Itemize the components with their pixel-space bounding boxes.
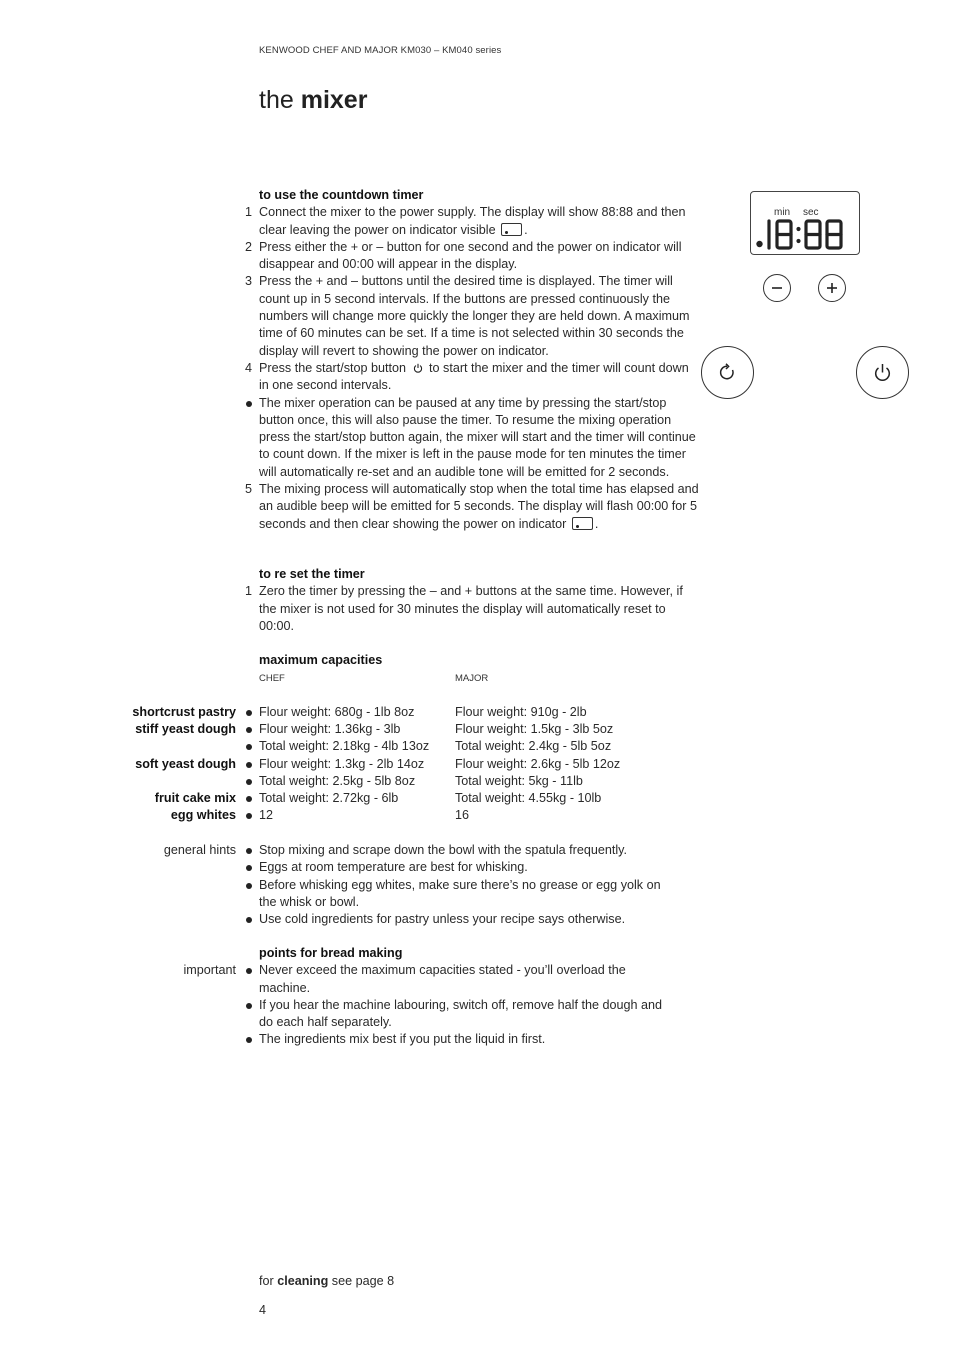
timer-display	[750, 191, 860, 255]
step-text-end: .	[594, 516, 599, 531]
step-number: 1	[245, 584, 253, 599]
capacities-column-headers	[259, 670, 489, 687]
bread-text: The ingredients mix best if you put the liquid in first.	[259, 1032, 546, 1047]
bullet-marker	[246, 1037, 252, 1043]
reset-heading: to re set the timer	[259, 567, 365, 581]
major-value: 16	[455, 808, 470, 822]
power-indicator-icon	[572, 517, 593, 530]
capacity-label: stiff yeast dough	[135, 722, 236, 736]
hint-text: Stop mixing and scrape down the bowl with the spatula frequently.	[259, 843, 627, 857]
step-text: Press either the + or – button for one second and the power on indicator will disappear and 00:00 will appear in the display.	[259, 239, 682, 272]
capacity-row	[259, 790, 602, 807]
chef-value: Total weight: 2.5kg - 5lb 8oz	[259, 774, 416, 788]
countdown-step-2	[245, 239, 699, 274]
step-text: Press the start/stop button	[259, 360, 407, 375]
chef-value: Flour weight: 680g - 1lb 8oz	[259, 705, 415, 719]
countdown-step-5	[245, 481, 699, 533]
step-text: Press the + and – buttons until the desired time is displayed. The timer will count up in 5 second intervals. If the buttons are pressed continuously the numbers will change more quickly the longer they are held down. A maximum time of 60 minutes can be set. If a time is not selected within 30 seconds the display will revert to showing the power on indicator.	[259, 274, 690, 358]
column-major: MAJOR	[455, 673, 489, 684]
column-chef: CHEF	[259, 673, 285, 684]
bread-item	[259, 962, 664, 997]
bullet-marker	[246, 727, 252, 733]
capacity-row	[259, 773, 583, 790]
reset-section	[245, 566, 699, 635]
countdown-section	[245, 187, 699, 533]
bullet-marker	[246, 917, 252, 923]
capacity-row	[259, 756, 621, 773]
capacity-label: soft yeast dough	[135, 757, 236, 771]
min-label: min	[774, 207, 791, 218]
bullet-marker	[246, 865, 252, 871]
bullet-marker	[246, 779, 252, 785]
bullet-marker	[246, 883, 252, 889]
chef-value: Flour weight: 1.36kg - 3lb	[259, 722, 401, 736]
important-label: important	[183, 963, 236, 977]
bullet-marker	[246, 848, 252, 854]
step-text: The mixer operation can be paused at any time by pressing the start/stop button once, this will also pause the timer. To resume the mixing operation press the start/stop button again, the mixer will start and the timer will continue to count down. If the mixer is left in the pause mode for ten minutes the timer will automatically re-set and an audible tone will be emitted for 2 seconds.	[259, 395, 696, 479]
countdown-heading: to use the countdown timer	[259, 188, 424, 202]
minus-button[interactable]	[763, 274, 791, 302]
hint-text: Use cold ingredients for pastry unless your recipe says otherwise.	[259, 912, 626, 927]
hint-item	[259, 859, 699, 876]
chef-value: 12	[259, 808, 274, 822]
capacity-label: egg whites	[170, 808, 236, 822]
bullet-marker	[246, 710, 252, 716]
step-number: 4	[245, 360, 253, 375]
refresh-icon	[702, 347, 753, 398]
bread-item	[259, 1031, 699, 1048]
bread-text: Never exceed the maximum capacities stated - you’ll overload the machine.	[259, 963, 626, 995]
plus-button[interactable]	[818, 274, 846, 302]
capacity-label: shortcrust pastry	[132, 705, 236, 719]
title-bold: mixer	[300, 86, 368, 114]
bread-text: If you hear the machine labouring, switch off, remove half the dough and do each half separately.	[259, 997, 663, 1030]
major-value: Total weight: 2.4kg - 5lb 5oz	[455, 739, 612, 753]
step-number: 2	[245, 239, 253, 254]
bullet-marker	[246, 1003, 252, 1009]
major-value: Total weight: 5kg - 11lb	[455, 774, 583, 788]
step-text: Zero the timer by pressing the – and + buttons at the same time. However, if the mixer is not used for 30 minutes the display will automatically reset to 00:00.	[259, 584, 683, 633]
step-number: 1	[245, 205, 253, 220]
hint-item	[259, 842, 699, 859]
major-value: Flour weight: 910g - 2lb	[455, 705, 587, 719]
chef-value: Flour weight: 1.3kg - 2lb 14oz	[259, 757, 425, 771]
countdown-step-3	[245, 273, 699, 359]
step-text-end: .	[524, 222, 528, 237]
capacities-heading: maximum capacities	[259, 653, 383, 667]
power-icon	[413, 363, 423, 373]
countdown-bullet	[259, 395, 699, 481]
hint-text: Eggs at room temperature are best for whisking.	[259, 860, 528, 875]
countdown-step-1	[245, 204, 699, 239]
major-value: Total weight: 4.55kg - 10lb	[455, 791, 602, 805]
bullet-marker	[246, 762, 252, 768]
major-value: Flour weight: 1.5kg - 3lb 5oz	[455, 722, 614, 736]
footer-post: see page 8	[331, 1274, 395, 1288]
start-stop-button[interactable]	[856, 346, 909, 399]
bullet-marker	[246, 744, 252, 750]
major-value: Flour weight: 2.6kg - 5lb 12oz	[455, 757, 621, 771]
footer-link-cleaning: cleaning	[277, 1274, 329, 1288]
bullet-marker	[246, 813, 252, 819]
bread-section	[259, 945, 699, 1049]
hints-list	[259, 842, 699, 928]
reset-step-1	[245, 583, 699, 635]
page-number: 4	[259, 1303, 267, 1317]
capacity-row	[259, 738, 612, 755]
bullet-marker	[246, 968, 252, 974]
hint-item	[259, 911, 699, 928]
plus-icon	[819, 275, 845, 301]
step-text: The mixing process will automatically stop when the total time has elapsed and an audible beep will be emitted for 5 seconds. The display will flash 00:00 for 5 seconds and then clear showing the power on indicator	[259, 482, 699, 531]
minus-icon	[764, 275, 790, 301]
bread-heading: points for bread making	[259, 946, 403, 960]
bullet-marker	[246, 796, 252, 802]
power-icon	[857, 347, 908, 398]
lcd-digits	[751, 192, 859, 254]
sec-label: sec	[803, 207, 819, 218]
capacity-label: fruit cake mix	[154, 791, 236, 805]
hints-label: general hints	[163, 843, 236, 857]
hint-text: Before whisking egg whites, make sure there’s no grease or egg yolk on the whisk or bowl.	[259, 877, 661, 909]
chef-value: Total weight: 2.72kg - 6lb	[259, 791, 399, 805]
hint-item	[259, 877, 679, 912]
step-number: 5	[245, 482, 253, 497]
capacity-row	[259, 721, 614, 738]
capacities-heading-block	[259, 652, 699, 669]
power-indicator-icon	[501, 223, 522, 236]
capacity-row	[259, 807, 470, 824]
page-title	[259, 84, 367, 116]
pulse-button[interactable]	[701, 346, 754, 399]
document-header: KENWOOD CHEF AND MAJOR KM030 – KM040 series	[259, 45, 502, 56]
countdown-step-4	[245, 360, 699, 395]
step-text: Connect the mixer to the power supply. The display will show 88:88 and then clear leaving the power on indicator visible	[259, 205, 686, 237]
title-light: the	[259, 86, 294, 114]
step-number: 3	[245, 274, 253, 289]
bread-item	[259, 997, 674, 1032]
footer-pre: for	[259, 1274, 274, 1288]
chef-value: Total weight: 2.18kg - 4lb 13oz	[259, 739, 430, 753]
step-text-end: to start the mixer and the timer will count down in one second intervals.	[259, 360, 689, 393]
capacity-row	[259, 704, 587, 721]
bullet-marker	[246, 401, 252, 407]
footer-note	[259, 1273, 394, 1290]
